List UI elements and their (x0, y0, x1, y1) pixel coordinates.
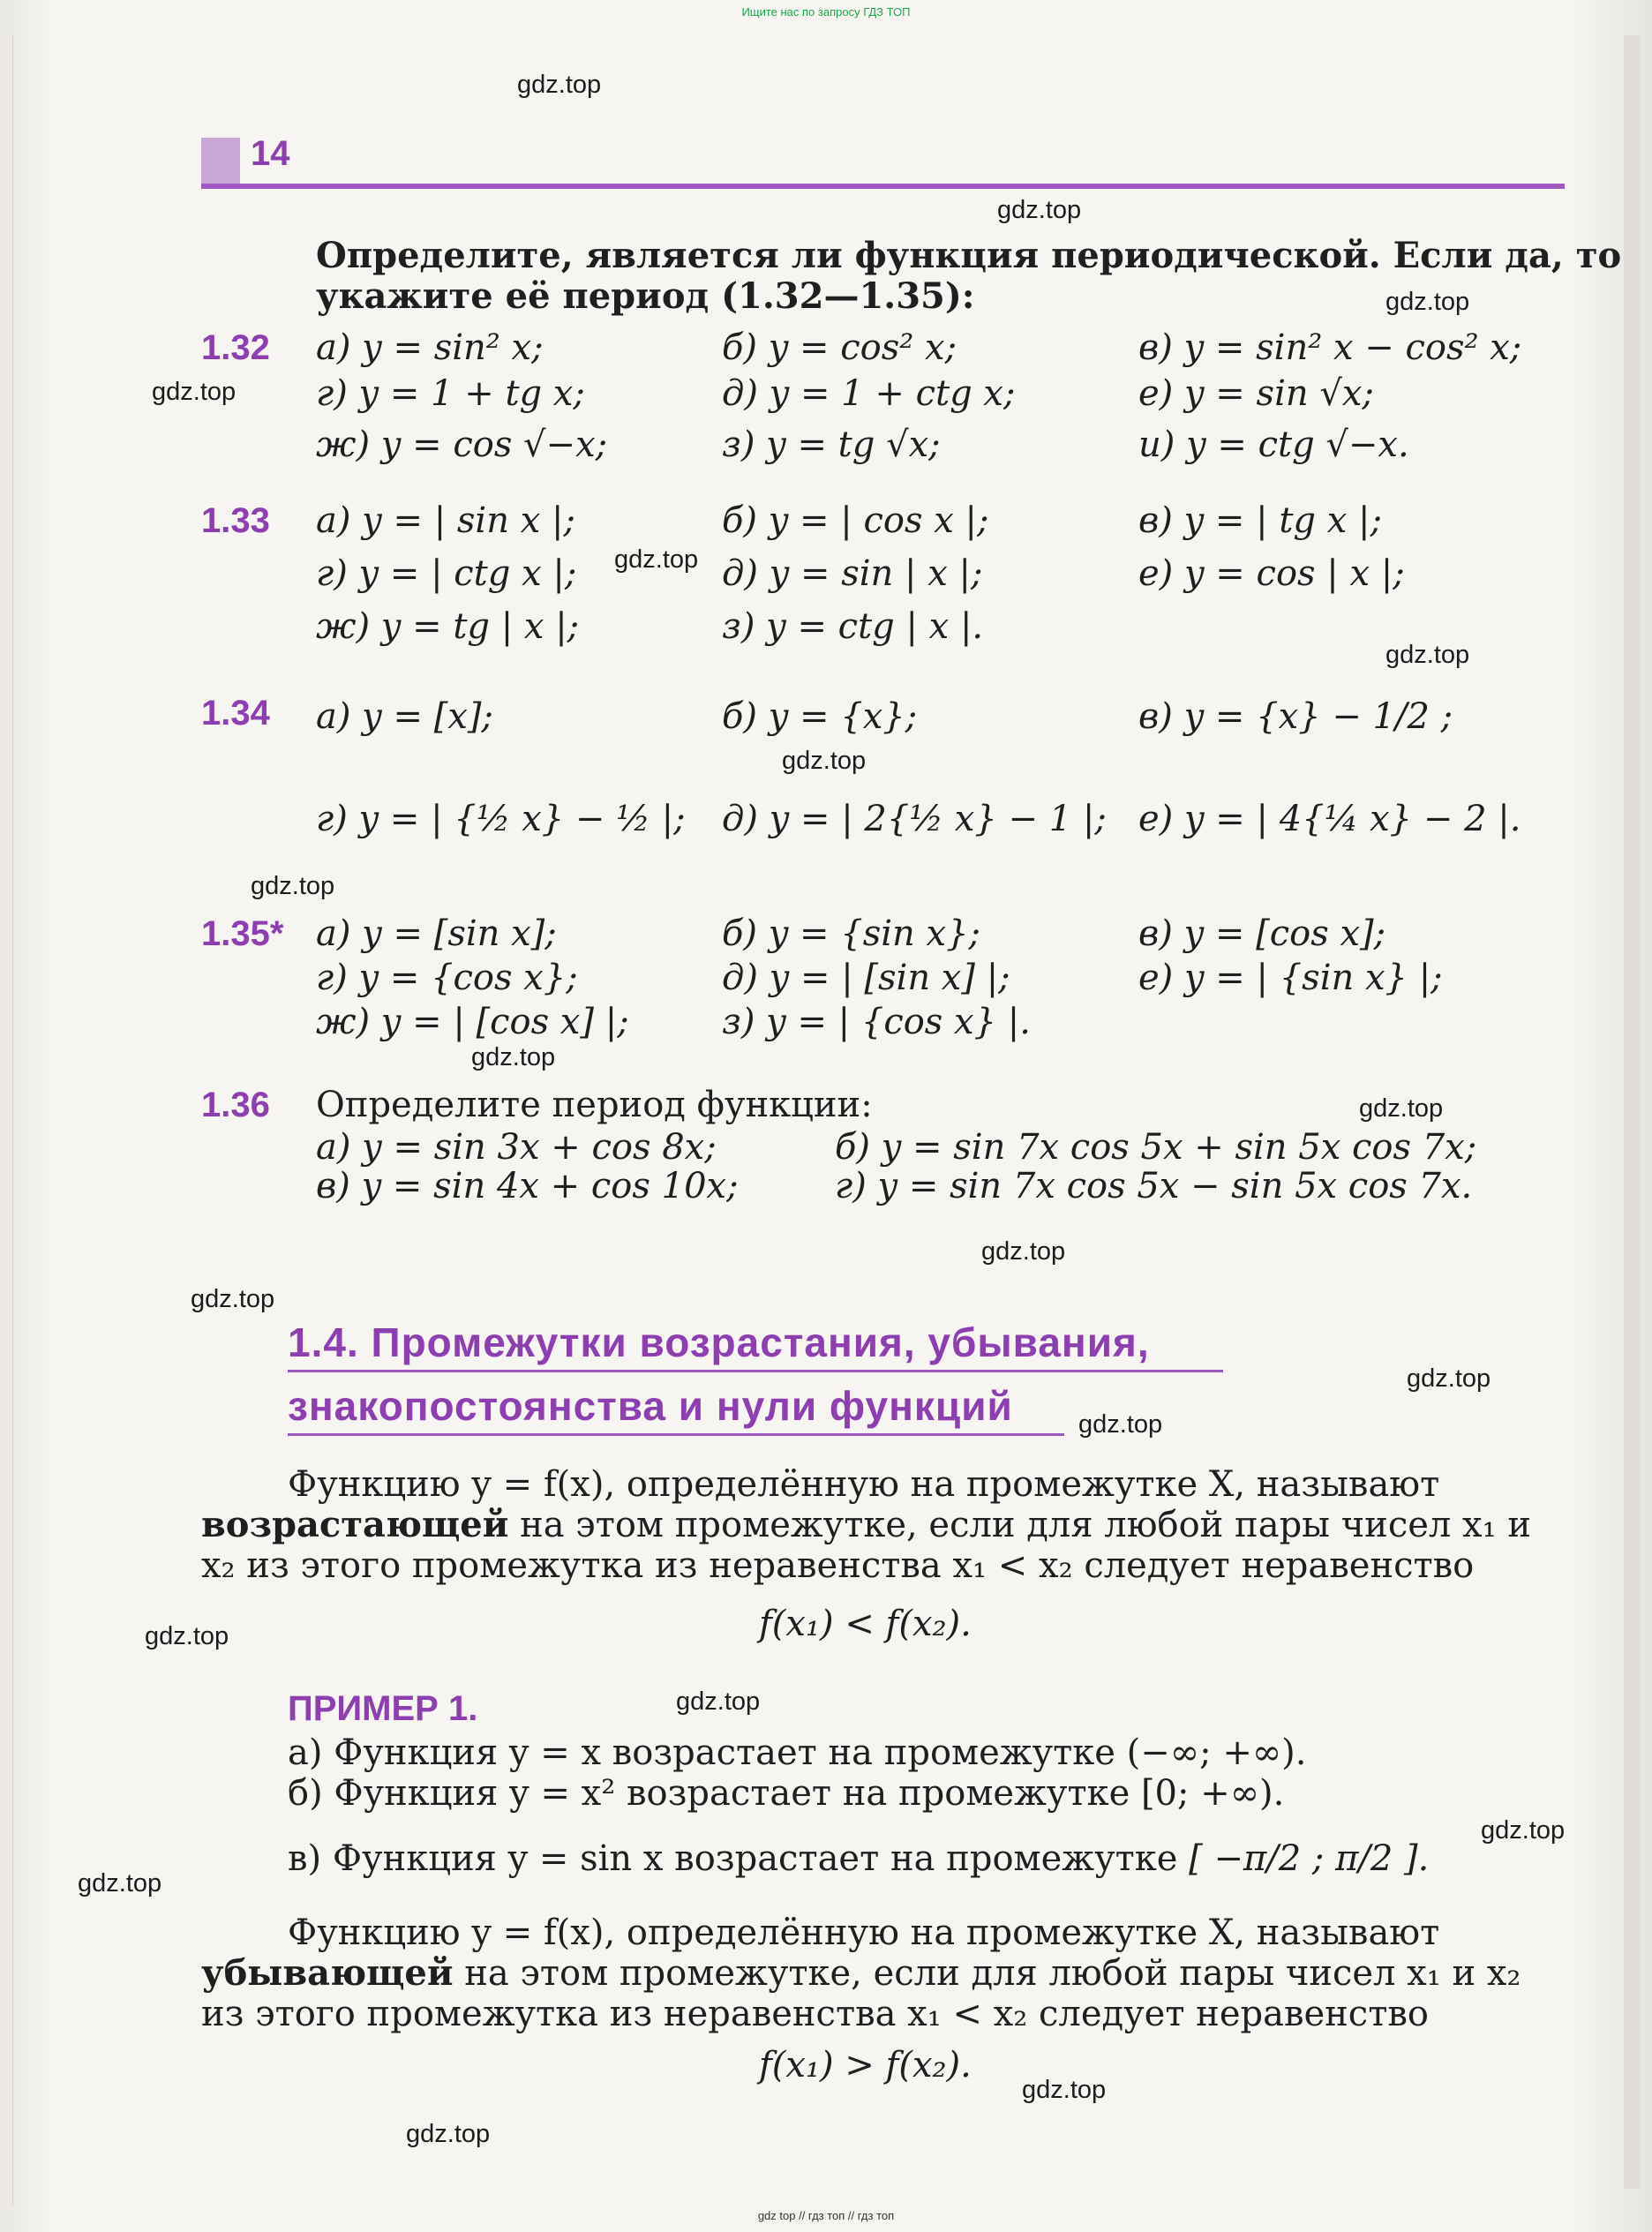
para2-line-2: убывающей на этом промежутке, если для любой пары чисел x₁ и x₂ (201, 1952, 1521, 1994)
ex134-c: в) y = {x} − 1/2 ; (1138, 696, 1453, 737)
watermark: gdz.top (676, 1687, 761, 1716)
header-rule (201, 184, 1565, 189)
example-b: б) Функция y = x² возрастает на промежутке [0; +∞). (288, 1773, 1285, 1814)
para1-line-1: Функцию y = f(x), определённую на промежутке X, называют (288, 1464, 1440, 1505)
ex135-c: в) y = [cos x]; (1138, 913, 1386, 954)
para1-formula: f(x₁) < f(x₂). (759, 1604, 972, 1644)
ex132-i: и) y = ctg √−x. (1138, 425, 1409, 465)
exercise-number: 1.33 (201, 501, 270, 540)
ex134-b: б) y = {x}; (722, 696, 918, 737)
exercise-number: 1.36 (201, 1086, 270, 1124)
page-number: 14 (251, 134, 290, 173)
example-c: в) Функция y = sin x возрастает на промежутке [ −π/2 ; π/2 ]. (288, 1838, 1430, 1879)
example-a: а) Функция y = x возрастает на промежутке (−∞; +∞). (288, 1732, 1307, 1773)
watermark: gdz.top (1078, 1410, 1163, 1439)
ex135-e: д) y = | [sin x] |; (722, 958, 1010, 998)
watermark: gdz.top (1481, 1816, 1566, 1845)
right-page-edge (1624, 35, 1640, 2189)
exercise-number: 1.35* (201, 914, 284, 953)
watermark: gdz.top (614, 545, 699, 574)
para2-line-3: из этого промежутка из неравенства x₁ < x₂ следует неравенство (201, 1994, 1429, 2034)
section-title-line-2: знакопостоянства и нули функций (288, 1383, 1013, 1429)
watermark: gdz.top (471, 1043, 556, 1071)
watermark: gdz.top (1385, 288, 1470, 316)
ex133-d: г) y = | ctg x |; (316, 553, 577, 594)
ex136-c: в) y = sin 4x + cos 10x; (316, 1166, 739, 1206)
intro-line-1: Определите, является ли функция периодической. Если да, то (316, 235, 1622, 276)
watermark: gdz.top (981, 1237, 1066, 1266)
watermark: gdz.top (152, 378, 237, 406)
ex132-f: е) y = sin √x; (1138, 373, 1374, 414)
para1-line-3: x₂ из этого промежутка из неравенства x₁ < x₂ следует неравенство (201, 1545, 1475, 1586)
ex132-a: а) y = sin² x; (316, 327, 544, 368)
watermark: gdz.top (251, 872, 335, 900)
left-page-edge (0, 35, 13, 2206)
ex132-g: ж) y = cos √−x; (316, 425, 608, 465)
ex133-f: е) y = cos | x |; (1138, 553, 1405, 594)
section-underline-2 (288, 1433, 1064, 1436)
ex136-b: б) y = sin 7x cos 5x + sin 5x cos 7x; (835, 1127, 1477, 1168)
header-marker (201, 138, 240, 184)
watermark: gdz.top (145, 1622, 229, 1650)
ex132-c: в) y = sin² x − cos² x; (1138, 327, 1522, 368)
exercise-number: 1.34 (201, 694, 270, 733)
ex133-a: а) y = | sin x |; (316, 500, 575, 541)
top-note: Ищите нас по запросу ГДЗ ТОП (741, 5, 911, 19)
watermark: gdz.top (1359, 1094, 1444, 1123)
watermark: gdz.top (191, 1285, 275, 1313)
section-underline-1 (288, 1370, 1223, 1372)
ex132-h: з) y = tg √x; (722, 425, 941, 465)
ex133-e: д) y = sin | x |; (722, 553, 983, 594)
ex135-d: г) y = {cos x}; (316, 958, 578, 998)
para2-formula: f(x₁) > f(x₂). (759, 2045, 972, 2085)
ex133-b: б) y = | cos x |; (722, 500, 989, 541)
intro-line-2: укажите её период (1.32—1.35): (316, 275, 975, 317)
para2-line-1: Функцию y = f(x), определённую на промежутке X, называют (288, 1913, 1440, 1953)
example-title: ПРИМЕР 1. (288, 1689, 478, 1728)
bottom-note: gdz top // гдз топ // гдз топ (757, 2209, 895, 2222)
ex133-h: з) y = ctg | x |. (722, 606, 984, 647)
ex135-g: ж) y = | [cos x] |; (316, 1002, 629, 1042)
watermark: gdz.top (782, 747, 867, 775)
ex134-f: е) y = | 4{¼ x} − 2 |. (1138, 799, 1521, 839)
ex136-title: Определите период функции: (316, 1085, 873, 1125)
watermark: gdz.top (406, 2120, 491, 2148)
ex134-e: д) y = | 2{½ x} − 1 |; (722, 799, 1107, 839)
ex135-a: а) y = [sin x]; (316, 913, 557, 954)
watermark: gdz.top (1407, 1364, 1491, 1393)
ex136-d: г) y = sin 7x cos 5x − sin 5x cos 7x. (835, 1166, 1473, 1206)
ex135-f: е) y = | {sin x} |; (1138, 958, 1443, 998)
watermark: gdz.top (517, 71, 602, 99)
ex133-g: ж) y = tg | x |; (316, 606, 580, 647)
watermark: gdz.top (1385, 641, 1470, 669)
ex135-b: б) y = {sin x}; (722, 913, 981, 954)
ex134-a: а) y = [x]; (316, 696, 493, 737)
ex136-a: а) y = sin 3x + cos 8x; (316, 1127, 717, 1168)
ex132-b: б) y = cos² x; (722, 327, 957, 368)
ex132-e: д) y = 1 + ctg x; (722, 373, 1016, 414)
watermark: gdz.top (997, 196, 1082, 224)
watermark: gdz.top (78, 1869, 162, 1898)
watermark: gdz.top (1022, 2076, 1107, 2104)
ex132-d: г) y = 1 + tg x; (316, 373, 585, 414)
para1-line-2: возрастающей на этом промежутке, если для любой пары чисел x₁ и (201, 1504, 1531, 1545)
ex135-h: з) y = | {cos x} |. (722, 1002, 1031, 1042)
ex134-d: г) y = | {½ x} − ½ |; (316, 799, 686, 839)
section-title-line-1: 1.4. Промежутки возрастания, убывания, (288, 1319, 1150, 1365)
exercise-number: 1.32 (201, 328, 270, 367)
ex133-c: в) y = | tg x |; (1138, 500, 1382, 541)
